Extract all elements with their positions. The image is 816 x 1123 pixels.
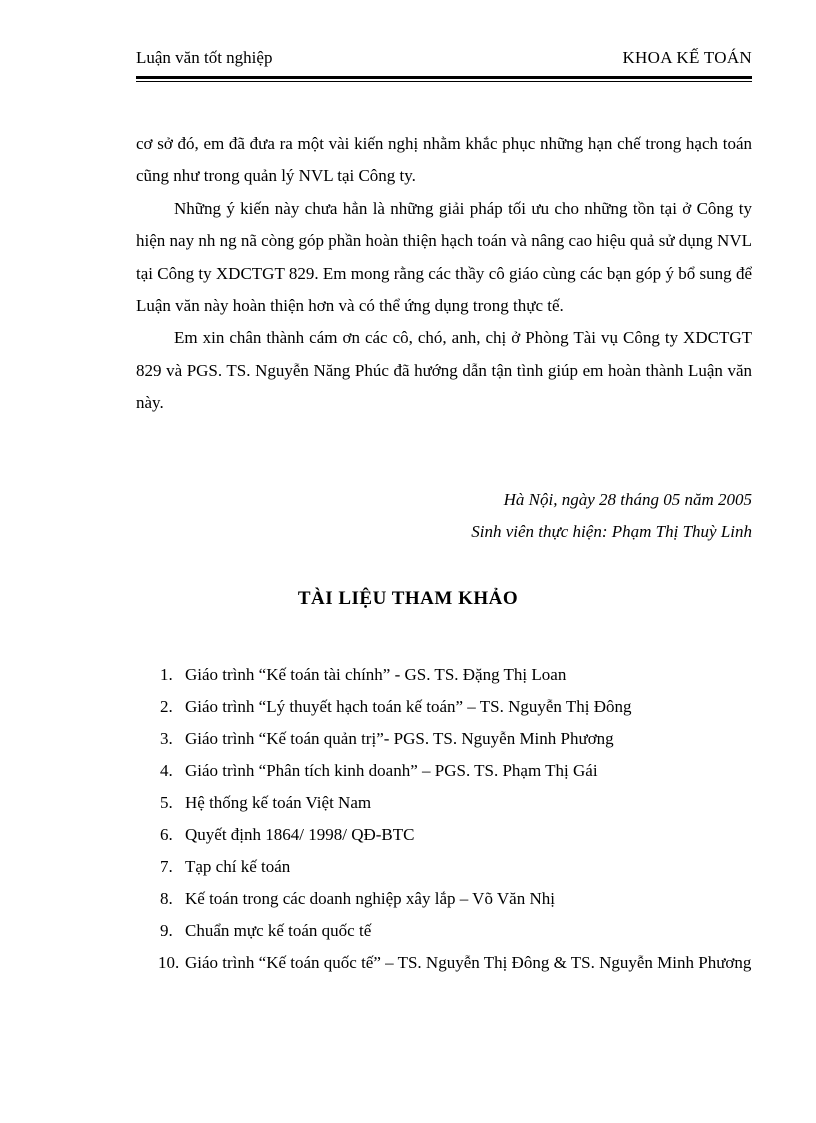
reference-item [160, 915, 752, 947]
reference-item [160, 819, 752, 851]
reference-item [160, 787, 752, 819]
references-list [160, 659, 752, 979]
place-date: Hà Nội, ngày 28 tháng 05 năm 2005 [503, 490, 752, 509]
paragraph-2: Những ý kiến này chưa hẳn là những giải pháp tối ưu cho những tồn tại ở Công ty hiện nay nh ng nã còng góp phần hoàn thiện hạch toán và nâng cao hiệu quả sử dụng NVL tại Công ty XDCTGT 829. Em mong rằng các thầy cô giáo cùng các bạn góp ý bổ sung để Luận văn này hoàn thiện hơn và có thể ứng dụng trong thực tế. [136, 198, 752, 316]
paragraph-1: cơ sở đó, em đã đưa ra một vài kiến nghị nhằm khắc phục những hạn chế trong hạch toán cũng như trong quản lý NVL tại Công ty. [136, 134, 752, 186]
reference-text: Giáo trình “Lý thuyết hạch toán kế toán” – TS. Nguyễn Thị Đông [185, 697, 632, 716]
student-name: Sinh viên thực hiện: Phạm Thị Thuỳ Linh [471, 522, 752, 541]
reference-number: 10. [158, 953, 180, 972]
reference-text: Hệ thống kế toán Việt Nam [185, 793, 372, 812]
reference-number: 2. [160, 697, 173, 716]
signature-block [352, 484, 752, 548]
reference-text: Giáo trình “Phân tích kinh doanh” – PGS. TS. Phạm Thị Gái [185, 761, 598, 780]
reference-item [160, 691, 752, 723]
reference-number: 9. [160, 921, 173, 940]
reference-number: 4. [160, 761, 173, 780]
paragraph-3: Em xin chân thành cám ơn các cô, chó, anh, chị ở Phòng Tài vụ Công ty XDCTGT 829 và PGS. TS. Nguyễn Năng Phúc đã hướng dẫn tận tình giúp em hoàn thành Luận văn này. [136, 328, 752, 413]
reference-text: Tạp chí kế toán [185, 857, 291, 876]
reference-number: 7. [160, 857, 173, 876]
reference-item [160, 947, 752, 979]
reference-item [160, 883, 752, 915]
header-thesis-label: Luận văn tốt nghiệp [136, 48, 273, 67]
reference-item [160, 723, 752, 755]
reference-number: 3. [160, 729, 173, 748]
references-title: TÀI LIỆU THAM KHẢO [297, 588, 519, 609]
reference-number: 8. [160, 889, 173, 908]
reference-number: 6. [160, 825, 173, 844]
page-header [136, 48, 752, 72]
reference-item [160, 851, 752, 883]
reference-text: Giáo trình “Kế toán quốc tế” – TS. Nguyễn Thị Đông & TS. Nguyễn Minh Phương [185, 953, 752, 972]
reference-text: Kế toán trong các doanh nghiệp xây lắp – Võ Văn Nhị [185, 889, 555, 908]
header-faculty-label: KHOA KẾ TOÁN [622, 48, 752, 67]
reference-number: 1. [160, 665, 173, 684]
reference-number: 5. [160, 793, 173, 812]
reference-text: Giáo trình “Kế toán quản trị”- PGS. TS. Nguyễn Minh Phương [185, 729, 614, 748]
reference-text: Chuẩn mực kế toán quốc tế [185, 921, 372, 940]
header-rule-thin [136, 81, 752, 82]
reference-item [160, 755, 752, 787]
reference-item [160, 659, 752, 691]
reference-text: Giáo trình “Kế toán tài chính” - GS. TS. Đặng Thị Loan [185, 665, 567, 684]
header-rule-thick [136, 76, 752, 79]
body-text [136, 128, 752, 420]
reference-text: Quyết định 1864/ 1998/ QĐ-BTC [185, 825, 415, 844]
